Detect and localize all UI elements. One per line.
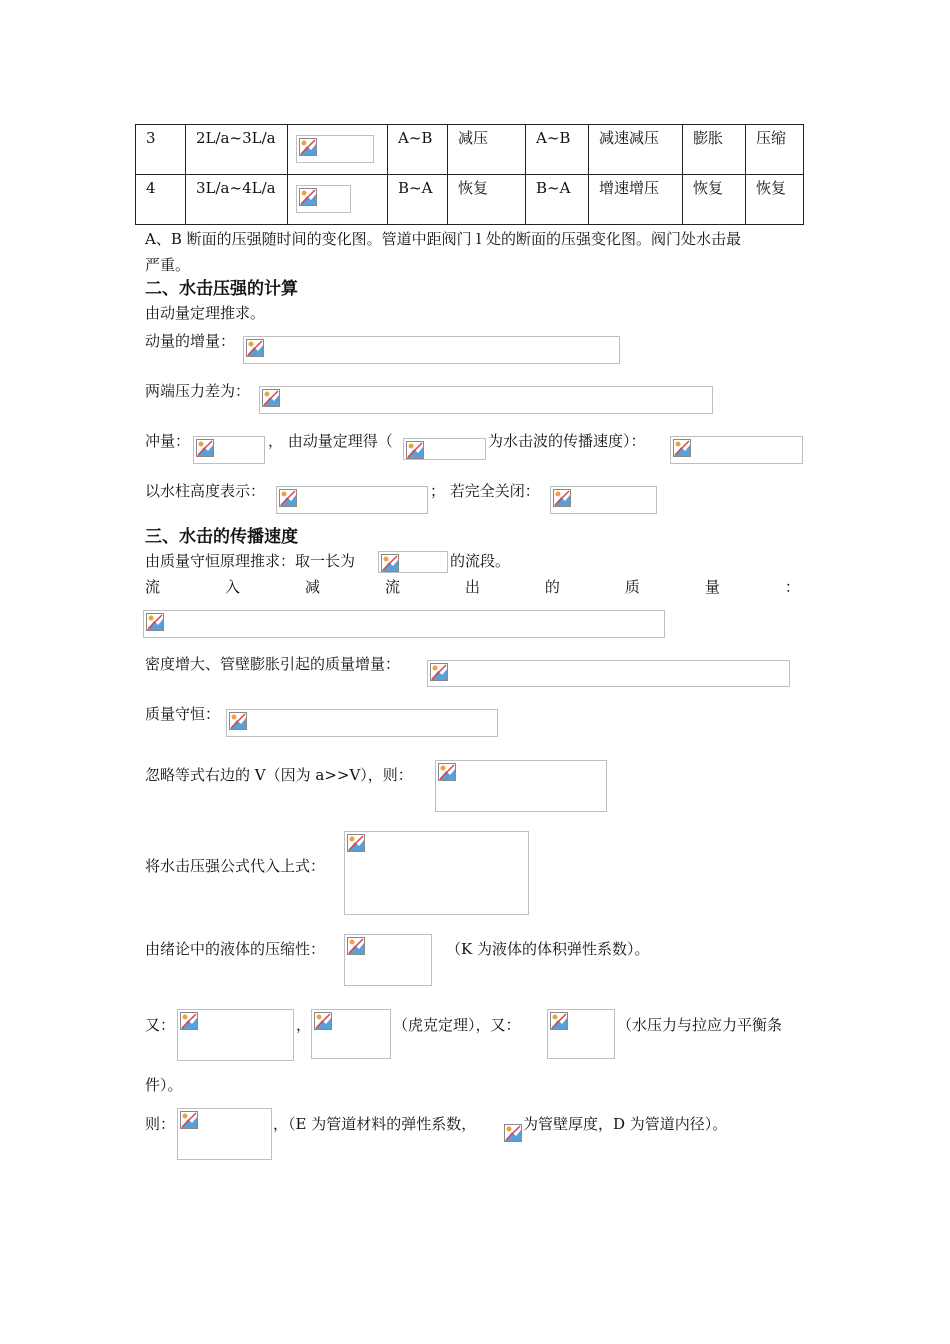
broken-image-icon (246, 339, 264, 357)
label-text: 两端压力差为： (145, 382, 251, 400)
paragraph-line: 由动量定理推求。 (145, 304, 266, 322)
label-text: 动量的增量： (145, 332, 236, 350)
formula-image (177, 1108, 272, 1160)
broken-image-icon (504, 1124, 522, 1142)
broken-image-icon (296, 185, 351, 213)
formula-image (276, 486, 428, 514)
broken-image-icon (196, 439, 214, 457)
broken-image-icon (673, 439, 691, 457)
formula-image (311, 1009, 391, 1059)
label-text: 则： (145, 1115, 176, 1133)
broken-image-icon (438, 763, 456, 781)
char: 质 (624, 578, 640, 596)
formula-image (193, 436, 265, 464)
char: 入 (224, 578, 240, 596)
phase-cell: 4 (136, 175, 186, 225)
direction-cell: B~A (388, 175, 448, 225)
label-text: 质量守恒： (145, 705, 221, 723)
broken-image-icon (381, 554, 399, 572)
fluid-cell: 压缩 (746, 125, 804, 175)
label-text: 的流段。 (450, 552, 511, 570)
justified-line (145, 578, 800, 596)
motion-cell: 增速增压 (589, 175, 683, 225)
time-cell: 2L/a~3L/a (186, 125, 288, 175)
state-cell: 恢复 (448, 175, 526, 225)
broken-image-icon (262, 389, 280, 407)
label-text: ， 由动量定理得（ (268, 432, 393, 450)
formula-image (403, 438, 486, 460)
broken-image-icon (314, 1012, 332, 1030)
pipe-cell: 恢复 (683, 175, 746, 225)
formula-image (435, 760, 607, 812)
broken-image-icon (347, 937, 365, 955)
formula-image (670, 436, 803, 464)
char: ： (784, 578, 800, 596)
label-text: 以水柱高度表示： (145, 482, 266, 500)
char: 流 (145, 578, 161, 596)
label-text: （水压力与拉应力平衡条 (617, 1016, 783, 1034)
broken-image-icon (406, 441, 424, 459)
char: 出 (464, 578, 480, 596)
label-text: 冲量： (145, 432, 191, 450)
motion-cell: 减速减压 (589, 125, 683, 175)
broken-image-icon (347, 834, 365, 852)
formula-image (504, 1124, 522, 1143)
label-text: ，（E 为管道材料的弹性系数， (273, 1115, 477, 1133)
formula-image (344, 831, 529, 915)
section-heading: 二、水击压强的计算 (145, 279, 298, 299)
table-row (136, 175, 804, 225)
formula-image (427, 660, 790, 687)
broken-image-icon (296, 135, 374, 163)
paragraph-line: 严重。 (145, 256, 191, 274)
broken-image-icon (550, 1012, 568, 1030)
char: 减 (304, 578, 320, 596)
label-text: 为管壁厚度，D 为管道内径）。 (523, 1115, 728, 1133)
char: 的 (544, 578, 560, 596)
table-row (136, 125, 804, 175)
formula-image (226, 709, 498, 737)
pipe-cell: 膨胀 (683, 125, 746, 175)
label-text: 密度增大、管壁膨胀引起的质量增量： (145, 655, 401, 673)
label-text: 件）。 (145, 1076, 183, 1094)
broken-image-icon (180, 1111, 198, 1129)
char: 流 (384, 578, 400, 596)
image-cell (288, 125, 388, 175)
direction-cell: A~B (388, 125, 448, 175)
formula-image (378, 551, 448, 573)
formula-image (344, 934, 432, 986)
broken-image-icon (430, 663, 448, 681)
formula-image (143, 610, 665, 638)
fluid-cell: 恢复 (746, 175, 804, 225)
label-text: 由绪论中的液体的压缩性： (145, 940, 326, 958)
paragraph-line: A、B 断面的压强随时间的变化图。管道中距阀门 l 处的断面的压强变化图。阀门处水击最 (145, 230, 741, 248)
section-heading: 三、水击的传播速度 (145, 527, 298, 547)
label-text: 又： (145, 1016, 176, 1034)
formula-image (547, 1009, 615, 1059)
broken-image-icon (229, 712, 247, 730)
direction-cell: A~B (526, 125, 589, 175)
formula-image (550, 486, 657, 514)
formula-image (177, 1009, 294, 1061)
label-text: ， (296, 1016, 312, 1034)
water-hammer-phase-table (135, 124, 804, 225)
label-text: 将水击压强公式代入上式： (145, 857, 326, 875)
formula-image (243, 336, 620, 364)
direction-cell: B~A (526, 175, 589, 225)
broken-image-icon (279, 489, 297, 507)
state-cell: 减压 (448, 125, 526, 175)
char: 量 (704, 578, 720, 596)
image-cell (288, 175, 388, 225)
label-text: （K 为液体的体积弹性系数）。 (446, 940, 650, 958)
label-text: 为水击波的传播速度）： (488, 432, 646, 450)
time-cell: 3L/a~4L/a (186, 175, 288, 225)
label-text: 忽略等式右边的 V（因为 a>>V），则： (145, 766, 413, 784)
broken-image-icon (553, 489, 571, 507)
formula-image (259, 386, 713, 414)
phase-cell: 3 (136, 125, 186, 175)
label-text: 由质量守恒原理推求：取一长为 (145, 552, 356, 570)
label-text: ； 若完全关闭： (430, 482, 540, 500)
broken-image-icon (146, 613, 164, 631)
broken-image-icon (180, 1012, 198, 1030)
label-text: （虎克定理），又： (393, 1016, 521, 1034)
